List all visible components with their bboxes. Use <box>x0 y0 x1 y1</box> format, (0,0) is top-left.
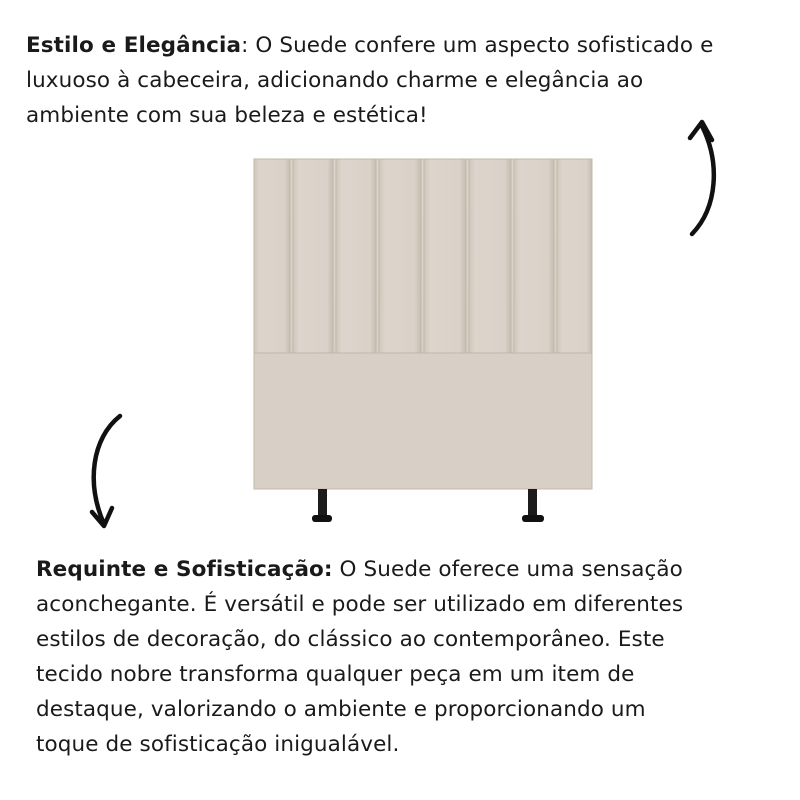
top-paragraph-line-3: ambiente com sua beleza e estética! <box>26 103 428 128</box>
top-heading-colon: : <box>241 33 249 58</box>
top-paragraph <box>26 28 786 133</box>
headboard-legs <box>312 489 544 522</box>
top-heading: Estilo e Elegância <box>26 33 242 58</box>
bottom-paragraph-line-3: estilos de decoração, do clássico ao contemporâneo. Este <box>36 627 665 652</box>
top-paragraph-line-2: luxuoso à cabeceira, adicionando charme e elegância ao <box>26 68 644 93</box>
bottom-heading: Requinte e Sofisticação: <box>36 557 333 582</box>
top-paragraph-line-1 <box>26 28 786 63</box>
bottom-paragraph-line-5: destaque, valorizando o ambiente e proporcionando um <box>36 697 646 722</box>
bottom-paragraph-line-1 <box>36 552 786 587</box>
headboard-lower-panel <box>254 353 592 489</box>
bottom-paragraph-line-2: aconchegante. É versátil e pode ser utilizado em diferentes <box>36 592 684 617</box>
top-line-1-text: O Suede confere um aspecto sofisticado e <box>248 33 714 58</box>
headboard-image <box>250 155 595 535</box>
curved-arrow-up-icon <box>680 112 730 242</box>
curved-arrow-down-icon <box>82 408 132 533</box>
bottom-paragraph-line-4: tecido nobre transforma qualquer peça em um item de <box>36 662 635 687</box>
headboard-graphic <box>250 155 595 535</box>
bottom-paragraph <box>36 552 786 762</box>
bottom-line-1-text: O Suede oferece uma sensação <box>332 557 683 582</box>
bottom-paragraph-line-6: toque de sofisticação inigualável. <box>36 732 400 757</box>
